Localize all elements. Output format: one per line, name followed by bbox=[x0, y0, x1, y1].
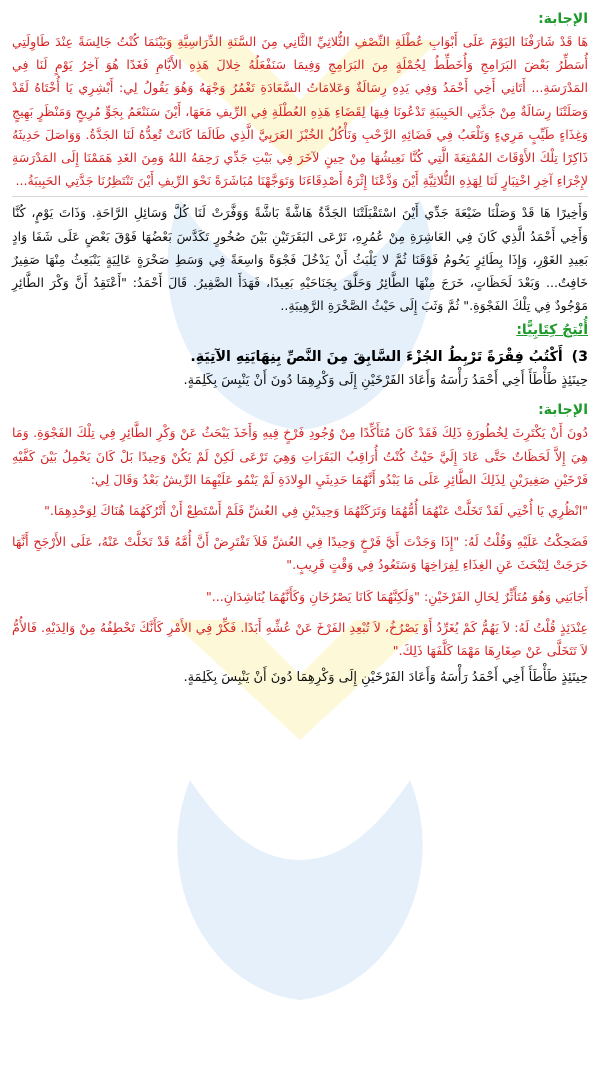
question-number: 3) bbox=[571, 349, 588, 366]
answer-paragraph-2: "انْظُرِي يَا أُخْتِي لَقَدْ تَخَلَّتْ عَنْهُمَا أُمُّهُمَا وَتَرَكَتْهُمَا وَحِيدَيْنِ فِي العُشِّ فَلَمْ أَسْتَطِعْ أَنْ أَتْرُكَهُمَا هُنَاكَ لِوَحْدِهِمَا." bbox=[44, 503, 588, 519]
question-3 bbox=[12, 345, 588, 369]
final-sentence: حِينَئِذٍ طَأْطَأَ أَخِي أَحْمَدُ رَأْسَهُ وَأَعَادَ الفَرْخَيْنِ إِلَى وَكْرِهِمَا دُونَ أَنْ يَنْبِسَ بِكَلِمَةٍ. bbox=[183, 670, 588, 686]
answer-label-bottom: الإجابة: bbox=[538, 402, 588, 419]
answer-paragraph-3: فَضَحِكْتُ عَلَيْهِ وَقُلْتُ لَهُ: "إِذَا وَجَدْتَ أَيَّ فَرْخٍ وَحِيدًا فِي العُشِّ فَلاَ تَفْتَرِضْ أَنَّ أُمَّهُ قَدْ تَخَلَّتْ عَنْهُ، عَلَى الأَرْجَحِ أَنَّهَا خَرَجَتْ لِتَبْحَثَ عَنِ الغِذَاءِ لِفِرَاخِهَا وَسَتَعُودُ فِي وَقْتٍ قَرِيبٍ." bbox=[12, 534, 588, 573]
question-text: أَكْتُبُ فِقْرَةً تَرْبِطُ الجُزْءَ السَّابِقَ مِنَ النَّصِّ بِنِهَايَتِهِ الآتِيَةِ. bbox=[190, 349, 563, 366]
answer-label-top: الإجابة: bbox=[538, 11, 588, 27]
answer-paragraph-4: أَجَابَنِي وَهُوَ مُتَأَثِّرٌ لِحَالِ الفَرْخَيْنِ: "وَلَكِنَّهُمَا كَانَا يَصْرُخَانِ وَكَأَنَّهُمَا يُنَاشِدَانِ..." bbox=[205, 588, 588, 604]
section-title-writing: أُنْتِجُ كِتَابِيًّا: bbox=[516, 322, 588, 339]
ending-sentence: حِينَئِذٍ طَأْطَأَ أَخِي أَحْمَدُ رَأْسَهُ وَأَعَادَ الفَرْخَيْنِ إِلَى وَكْرِهِمَا دُونَ أَنْ يَنْبِسَ بِكَلِمَةٍ. bbox=[183, 373, 588, 389]
answer-paragraph-5: عِنْدَئِذٍ قُلْتُ لَهُ: لاَ يَهُمُّ كَمْ يُغَرِّدُ أَوْ يَصْرُخُ، لاَ تُبْعِدِ الفَرْخَ عَنْ عُشِّهِ أَبَدًا. فَكِّرْ فِي الأَمْرِ كَأَنَّكَ تَخْطِفُهُ مِنْ وَالِدَيْهِ. فَالأُمُّ لاَ تَتَخَلَّى عَنْ صِغَارِهَا مَهْمَا كَلَّفَهَا ذَلِكَ." bbox=[12, 619, 588, 659]
section-divider bbox=[12, 196, 588, 197]
story-paragraph-2: وَأَخِيرًا هَا قَدْ وَصَلْنَا ضَيْعَةَ جَدِّي أَيْنَ اسْتَقْبَلَتْنَا الجَدَّةُ هَاشَّةً بَاشَّةً وَوَفَّرَتْ لَنَا كُلَّ وَسَائِلِ الرَّاحَةِ. وَذَاتَ يَوْمٍ، كُنَّا وَأَخِي أَحْمَدُ الَّذِي كَانَ فِي العَاشِرَةِ مِنْ عُمُرِهِ، نَرْعَى البَقَرَتَيْنِ بَيْنَ صُخُورٍ تَكَدَّسَ بَعْضُهَا فَوْقَ بَعْضٍ عَلَى شَفَا وَادٍ بَعِيدِ الغَوْرِ، وَإِذَا بِطَائِرٍ يَحُومُ فَوْقَنَا ثُمَّ لا يَلْبَثُ أَنْ يَدْخُلَ فَجْوَةً وَاسِعَةً فِي وَسَطِ صَخْرَةٍ عَالِيَةٍ يَنْبَعِثُ مِنْهَا صَفِيرٌ خَافِتٌ... وَبَعْدَ لَحَظَاتٍ، خَرَجَ مِنْهَا الطَّائِرُ وَحَلَّقَ بِجَنَاحَيْهِ بَعِيدًا، فَهَدَأَ الصَّفِيرُ. قَالَ أَحْمَدُ: "أَعْتَقِدُ أَنَّ وَكْرَ الطَّائِرِ مَوْجُودٌ فِي تِلْكَ الفَجْوَةِ." ثُمَّ وَثَبَ إِلَى حَيْثُ الصَّخْرَةِ الرَّهِيبَةِ.. bbox=[12, 205, 588, 314]
story-paragraph-1: هَا قَدْ شَارَفْنَا اليَوْمَ عَلَى أَبْوَابِ عُطْلَةِ النِّصْفِ الثُّلاثِيِّ الثَّانِي مِنَ السَّنَةِ الدِّرَاسِيَّةِ وَبَيْنَمَا كُنْتُ جَالِسَةً عِنْدَ طَاوِلَتِي أُسَطِّرُ بَعْضَ البَرَامِجِ وَأُخَطِّطُ لِجُمْلَةٍ مِنَ البَرَامِجِ وَفِيمَا سَنَفْعَلُهُ خِلالَ هَذِهِ الأَيَّامِ فَغَدًا هُوَ آخِرُ يَوْمٍ لَنَا فِي المَدْرَسَةِ... أَتَانِي أَخِي أَحْمَدُ وَفِي يَدِهِ رِسَالَةٌ وَعَلامَاتُ السَّعَادَةِ تَغْمُرُ وَجْهَهُ وَهُوَ يَقُولُ لِي: أَبْشِرِي يَا أُخْتَاهُ لَقَدْ وَصَلَتْنَا رِسَالَةٌ مِنْ جَدَّتِي الحَبِيبَةِ تَدْعُونَا فِيهَا لِقَضَاءِ هَذِهِ العُطْلَةِ فِي الرِّيفِ مَعَهَا، أَيْنَ سَنَنْعَمُ بِجَوٍّ مُرِيحٍ وَمَنْظَرٍ بَهِيجٍ وَغِذَاءٍ طَيِّبٍ مَرِيءٍ وَنَلْعَبُ فِي فَضَائِهِ الرَّحْبِ وَنَأْكُلُ الخُبْزَ العَرَبِيَّ الَّذِي طَالَمَا كَانَتْ تُعِدُّهُ لَنَا الجَدَّةُ. وَوَاصَلَ حَدِيثَهُ ذَاكِرًا تِلْكَ الأَوْقَاتَ المُمْتِعَةَ الَّتِي كُنَّا نَعِيشُهَا مِنْ حِينٍ لآخَرَ فِي بَيْتِ جَدِّي رَحِمَهُ اللهُ وَمِنَ الغَدِ هَمَمْنَا إِلَى المَدْرَسَةِ لإِجْرَاءِ آخِرِ اخْتِبَارٍ لَنَا لِهَذِهِ الثُّلاثِيَّةِ أَيْنَ وَدَّعْنَا إِثْرَهُ أَصْدِقَاءَنَا وَتَوَجَّهْنَا مُبَاشَرَةً نَحْوَ الرِّيفِ أَيْنَ تَنْتَظِرُنَا جَدَّتِي الحَبِيبَةُ... bbox=[12, 34, 588, 189]
answer-paragraph-1: دُونَ أَنْ يَكْتَرِثَ لِخُطُورَةِ ذَلِكَ فَقَدْ كَانَ مُتَأَكِّدًا مِنْ وُجُودِ فَرْخٍ فِيهِ وَأَخَذَ يَبْحَثُ عَنْ وَكْرِ الطَّائِرِ فِي تِلْكَ الفَجْوَةِ. وَمَا هِيَ إِلاَّ لَحَظَاتٌ حَتَّى عَادَ إِلَيَّ حَيْثُ كُنْتُ أُرَاقِبُ البَقَرَاتِ وَهِيَ تَرْعَى لَكِنْ لَمْ يَكُنْ وَحِيدًا بَلْ كَانَ يَحْمِلُ بَيْنَ كَفَّيْهِ فَرْخَيْنِ صَغِيرَيْنِ لِذَلِكَ الطَّائِرِ عَلَى مَا يَبْدُو أَنَّهُمَا حَدِيثَيِ الوِلادَةِ لَمْ يَنْمُو عَلَيْهِمَا الرِّيشُ بَعْدُ وَقَالَ لِي: bbox=[12, 425, 588, 487]
